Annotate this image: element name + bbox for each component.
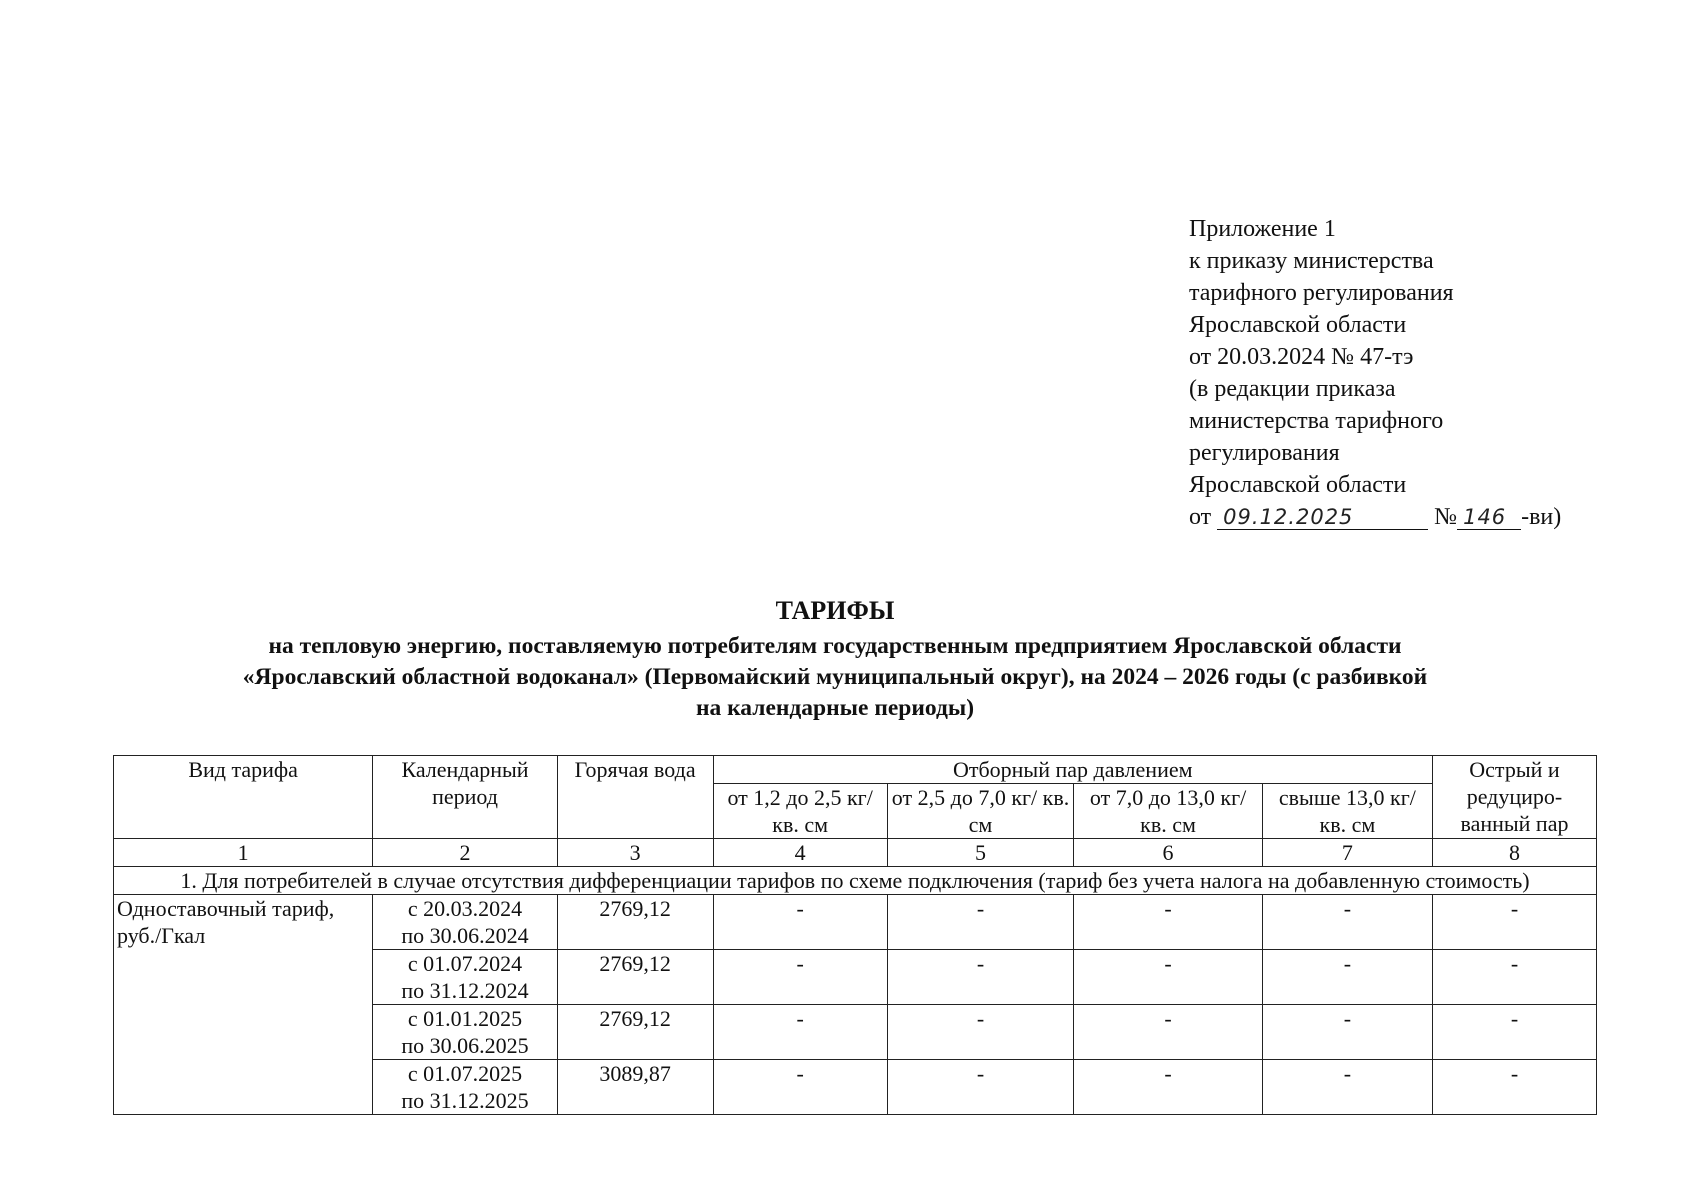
value-cell: - <box>1074 1005 1263 1060</box>
header-calendar-period: Календарный период <box>373 756 557 839</box>
document-heading: ТАРИФЫ <box>775 596 895 625</box>
column-number: 6 <box>1074 839 1263 867</box>
header-steam-group: Отборный пар давлением <box>713 756 1432 784</box>
value-cell: - <box>1262 1005 1432 1060</box>
document-subtitle <box>140 631 1530 724</box>
header-steam-2: от 2,5 до 7,0 кг/ кв. см <box>887 784 1074 839</box>
annex-amendment-line <box>1189 501 1561 533</box>
value-cell: - <box>887 1005 1074 1060</box>
value-cell: - <box>1262 950 1432 1005</box>
subtitle-line-2: «Ярославский областной водоканал» (Первомайский муниципальный округ), на 2024 – 2026 годы (с разбивкой <box>242 664 1428 690</box>
hot-water-value: 2769,12 <box>557 895 713 950</box>
column-number: 2 <box>373 839 557 867</box>
hot-water-value: 2769,12 <box>557 1005 713 1060</box>
value-cell: - <box>1432 950 1596 1005</box>
hot-water-value: 3089,87 <box>557 1060 713 1115</box>
table-row <box>114 895 1597 950</box>
period-to: по 31.12.2024 <box>401 978 529 1003</box>
value-cell: - <box>713 895 887 950</box>
annex-prefix: от <box>1189 504 1212 530</box>
value-cell: - <box>887 950 1074 1005</box>
value-cell: - <box>1074 895 1263 950</box>
annex-line: тарифного регулирования <box>1189 280 1454 306</box>
period-from: с 20.03.2024 <box>407 896 523 921</box>
column-number: 1 <box>114 839 373 867</box>
annex-line: (в редакции приказа <box>1189 376 1396 402</box>
column-number: 3 <box>557 839 713 867</box>
period-to: по 31.12.2025 <box>401 1088 529 1113</box>
value-cell: - <box>713 950 887 1005</box>
column-number: 4 <box>713 839 887 867</box>
annex-block <box>1189 213 1561 533</box>
value-cell: - <box>887 1060 1074 1115</box>
value-cell: - <box>1432 1005 1596 1060</box>
value-cell: - <box>1074 950 1263 1005</box>
period-to: по 30.06.2024 <box>401 923 529 948</box>
column-number-row <box>114 839 1597 867</box>
annex-suffix: -ви) <box>1521 504 1562 530</box>
tariff-table <box>113 755 1597 1115</box>
value-cell: - <box>713 1060 887 1115</box>
period-cell <box>373 895 557 950</box>
annex-line: Приложение 1 <box>1189 216 1336 242</box>
value-cell: - <box>1074 1060 1263 1115</box>
subtitle-line-3: на календарные периоды) <box>695 695 975 721</box>
header-tariff-type: Вид тарифа <box>114 756 373 839</box>
annex-line: министерства тарифного <box>1189 408 1444 434</box>
period-cell <box>373 950 557 1005</box>
annex-line: Ярославской области <box>1189 472 1407 498</box>
header-steam-1: от 1,2 до 2,5 кг/ кв. см <box>713 784 887 839</box>
tariff-name: Одноставочный тариф, руб./Гкал <box>114 895 373 1115</box>
column-number: 7 <box>1262 839 1432 867</box>
value-cell: - <box>1432 895 1596 950</box>
hot-water-value: 2769,12 <box>557 950 713 1005</box>
header-steam-4: свыше 13,0 кг/ кв. см <box>1262 784 1432 839</box>
value-cell: - <box>1262 1060 1432 1115</box>
header-hot-water: Горячая вода <box>557 756 713 839</box>
annex-line: регулирования <box>1189 440 1340 466</box>
period-from: с 01.07.2025 <box>407 1061 523 1086</box>
number-sign: № <box>1434 504 1458 530</box>
period-cell <box>373 1005 557 1060</box>
subtitle-line-1: на тепловую энергию, поставляемую потребителям государственным предприятием Ярославской области <box>268 633 1402 659</box>
column-number: 8 <box>1432 839 1596 867</box>
value-cell: - <box>887 895 1074 950</box>
period-from: с 01.07.2024 <box>407 951 523 976</box>
annex-line: от 20.03.2024 № 47-тэ <box>1189 344 1414 370</box>
annex-line: к приказу министерства <box>1189 248 1434 274</box>
annex-line: Ярославской области <box>1189 312 1407 338</box>
header-live-steam: Острый и редуциро-ванный пар <box>1432 756 1596 839</box>
handwritten-date: 09.12.2025 <box>1217 505 1428 530</box>
period-from: с 01.01.2025 <box>407 1006 523 1031</box>
section-row <box>114 867 1597 895</box>
section-title: 1. Для потребителей в случае отсутствия дифференциации тарифов по схеме подключения (тариф без учета налога на добавленную стоимость) <box>114 867 1597 895</box>
period-to: по 30.06.2025 <box>401 1033 529 1058</box>
value-cell: - <box>1432 1060 1596 1115</box>
column-number: 5 <box>887 839 1074 867</box>
handwritten-number: 146 <box>1457 505 1521 530</box>
header-steam-3: от 7,0 до 13,0 кг/ кв. см <box>1074 784 1263 839</box>
period-cell <box>373 1060 557 1115</box>
value-cell: - <box>1262 895 1432 950</box>
value-cell: - <box>713 1005 887 1060</box>
